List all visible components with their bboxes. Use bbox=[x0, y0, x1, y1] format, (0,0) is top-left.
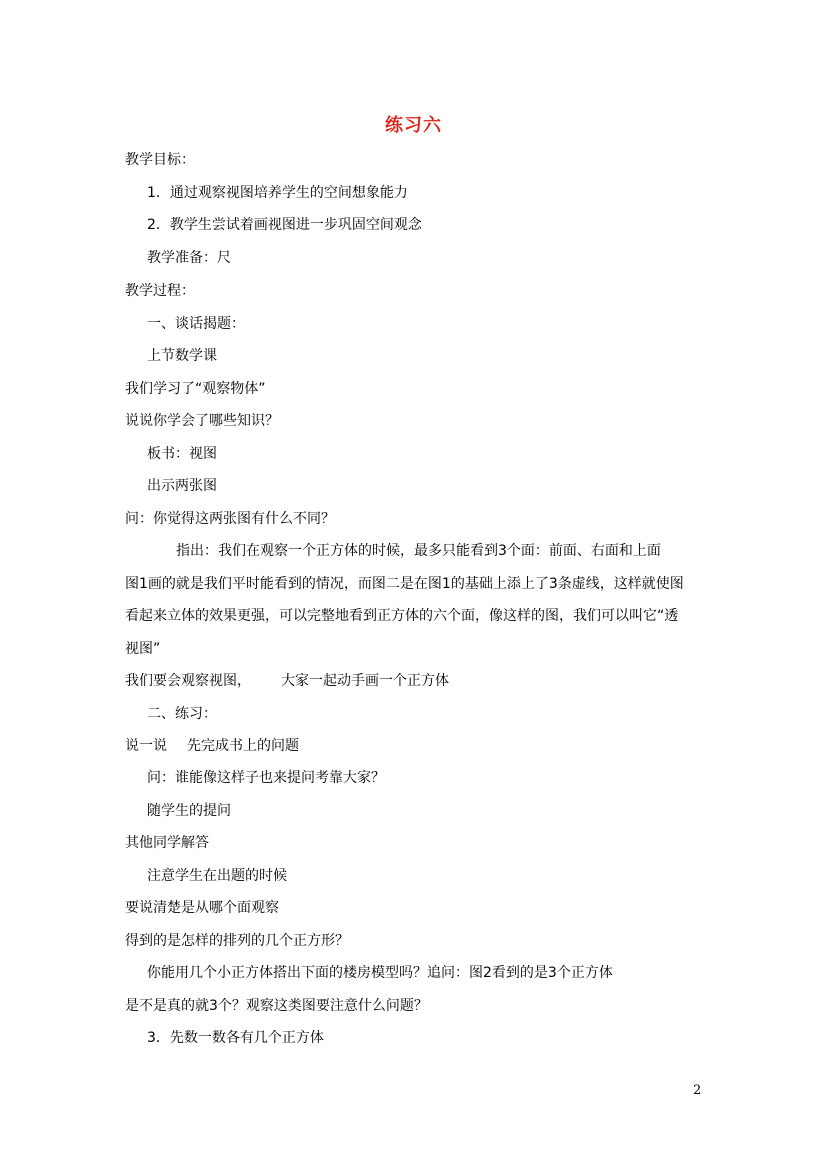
paragraph-line: 问：谁能像这样子也来提问考靠大家？ bbox=[147, 770, 385, 786]
preparation-line: 教学准备：尺 bbox=[147, 250, 231, 266]
paragraph-line: 3．先数一数各有几个正方体 bbox=[147, 1030, 324, 1046]
paragraph-line: 出示两张图 bbox=[147, 478, 217, 494]
paragraph-line: 随学生的提问 bbox=[147, 803, 231, 819]
paragraph-line: 注意学生在出题的时候 bbox=[147, 868, 287, 884]
text-fragment: 先完成书上的问题 bbox=[187, 738, 299, 754]
section-2-heading: 二、练习： bbox=[147, 706, 217, 722]
paragraph-line: 得到的是怎样的排列的几个正方形？ bbox=[125, 933, 349, 949]
paragraph-line bbox=[125, 736, 299, 756]
goal-heading: 教学目标： bbox=[125, 152, 195, 168]
page-number: 2 bbox=[693, 1083, 702, 1098]
section-1-heading: 一、谈话揭题： bbox=[147, 316, 245, 332]
paragraph-line: 是不是真的就3个？观察这类图要注意什么问题？ bbox=[125, 998, 428, 1014]
goal-item-1: 1．通过观察视图培养学生的空间想象能力 bbox=[147, 185, 408, 201]
text-fragment: 说一说 bbox=[125, 738, 167, 754]
process-heading: 教学过程： bbox=[125, 283, 195, 299]
document-title: 练习六 bbox=[385, 115, 442, 136]
paragraph-line: 问：你觉得这两张图有什么不同？ bbox=[125, 511, 335, 527]
paragraph-line: 图1画的就是我们平时能看到的情况，而图二是在图1的基础上添上了3条虚线，这样就使图 bbox=[125, 576, 684, 592]
paragraph-line: 你能用几个小正方体搭出下面的楼房模型吗？追问：图2看到的是3个正方体 bbox=[147, 965, 613, 981]
paragraph-line: 看起来立体的效果更强，可以完整地看到正方体的六个面，像这样的图，我们可以叫它“透 bbox=[125, 608, 679, 624]
text-fragment: 我们要会观察视图， bbox=[125, 673, 251, 689]
goal-item-2: 2．教学生尝试着画视图进一步巩固空间观念 bbox=[147, 217, 422, 233]
paragraph-line: 我们学习了“观察物体” bbox=[125, 381, 266, 397]
text-fragment: 大家一起动手画一个正方体 bbox=[281, 673, 449, 689]
paragraph-line: 指出：我们在观察一个正方体的时候，最多只能看到3个面：前面、右面和上面 bbox=[176, 543, 661, 559]
paragraph-line: 上节数学课 bbox=[147, 348, 217, 364]
paragraph-line: 说说你学会了哪些知识？ bbox=[125, 413, 279, 429]
paragraph-line bbox=[125, 671, 449, 691]
paragraph-line: 其他同学解答 bbox=[125, 835, 209, 851]
paragraph-line: 视图” bbox=[125, 641, 161, 657]
paragraph-line: 板书：视图 bbox=[147, 446, 217, 462]
paragraph-line: 要说清楚是从哪个面观察 bbox=[125, 900, 279, 916]
